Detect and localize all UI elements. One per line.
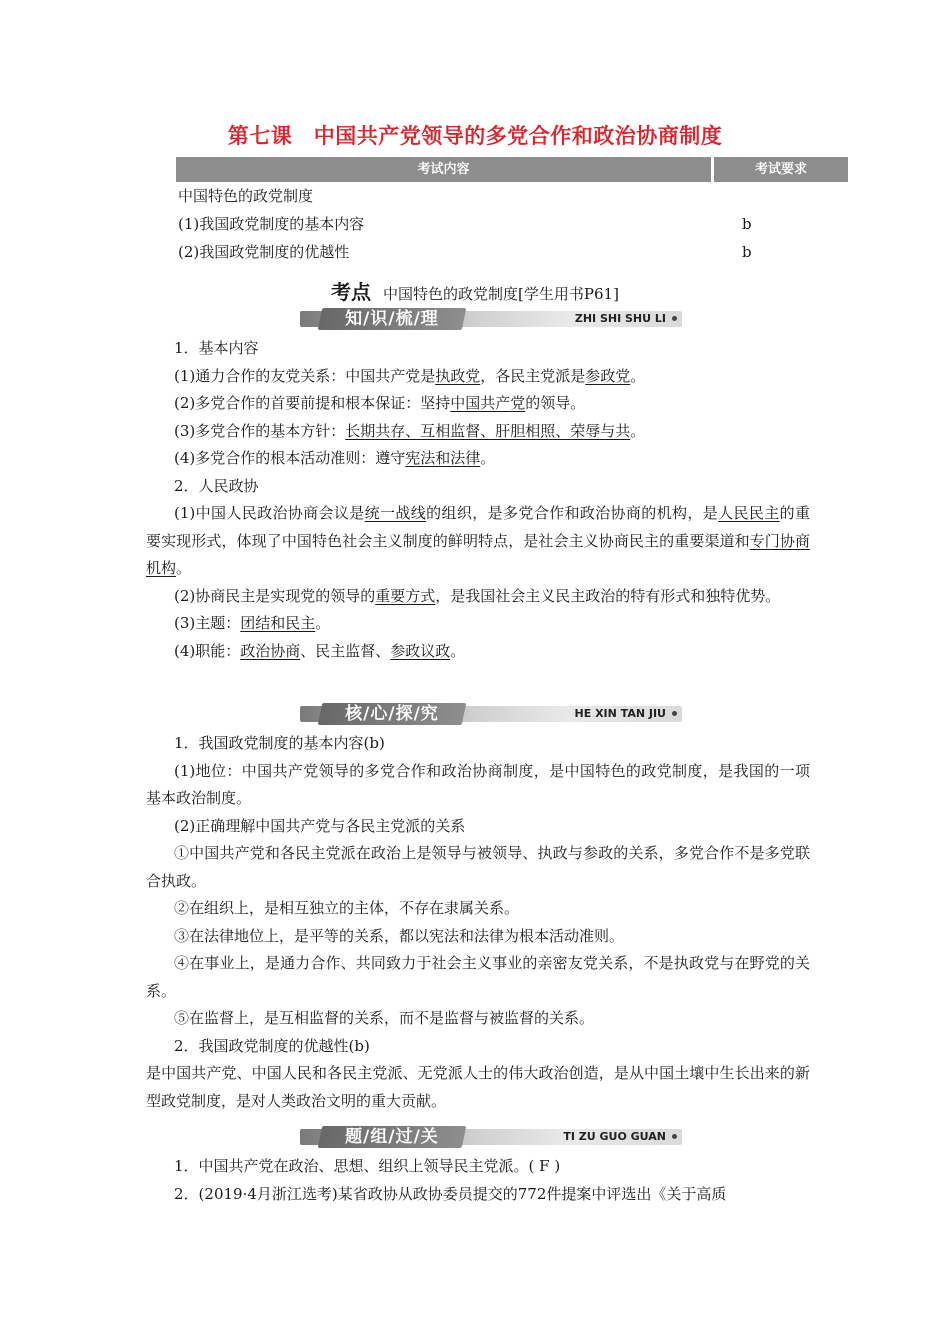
banner-title: 题/组/过/关 [345,1127,439,1147]
text: 的领导。 [525,394,586,412]
row-level: b [742,243,752,261]
table-row [176,238,848,266]
answer-blank: 政治协商 [240,641,301,660]
question-2: 2．(2019·4月浙江选考)某省政协从政协委员提交的772件提案中评选出《关于高质 [174,1184,727,1203]
kaodian-heading [0,276,950,305]
heading-superiority: 2．我国政党制度的优越性(b) [174,1036,370,1055]
answer-blank: 中国共产党 [450,394,526,412]
paragraph [146,418,810,446]
table-row [176,210,848,238]
text: (3)多党合作的基本方针： [174,421,346,440]
paragraph: ②在组织上，是相互独立的主体，不存在隶属关系。 [174,899,520,917]
row-level: b [742,215,752,233]
text: (3)主题： [174,614,241,632]
answer-blank: 统一战线 [364,504,427,522]
lesson-title: 第七课 中国共产党领导的多党合作和政治协商制度 [227,124,723,148]
core-inquiry-section [146,730,810,1115]
paragraph [146,583,810,611]
answer-blank: 宪法和法律 [405,449,481,467]
section-banner-hexin [300,703,682,725]
paragraph: ①中国共产党和各民主党派在政治上是领导与被领导、执政与参政的关系，多党合作不是多党联合执政。 [146,844,810,890]
heading-basic-content: 1．我国政党制度的基本内容(b) [174,734,385,752]
text: (1)通力合作的友党关系：中国共产党是 [174,366,436,385]
text: ，是我国社会主义民主政治的特有形式和独特优势。 [435,586,781,605]
paragraph [146,390,810,418]
paragraph [146,363,810,391]
text: ，各民主党派是 [480,366,586,385]
answer-blank: 参政党 [585,366,631,385]
paragraph [146,610,810,638]
heading-cppcc: 2．人民政协 [174,476,259,495]
answer-blank: 参政议政 [390,641,451,660]
bullet-dot-icon [672,1134,677,1139]
text: (4)多党合作的根本活动准则：遵守 [174,449,406,467]
banner-title: 知/识/梳/理 [345,309,439,329]
text: 。 [315,614,331,632]
banner-pinyin: HE XIN TAN JIU [574,707,666,720]
header-content: 考试内容 [176,157,711,182]
paragraph [146,445,810,473]
header-requirement: 考试要求 [714,157,848,182]
table-header [176,157,848,182]
answer-blank: 团结和民主 [240,614,316,632]
paragraph: ④在事业上，是通力合作、共同致力于社会主义事业的亲密友党关系，不是执政党与在野党的关系。 [146,954,810,1000]
section-banner-zhishi [300,308,682,330]
text: (4)职能： [174,641,241,660]
answer-blank: 重要方式 [375,586,436,605]
question-1: 1．中国共产党在政治、思想、组织上领导民主党派。( F ) [174,1157,561,1175]
text: 。 [480,449,496,467]
answer-blank: 执政党 [435,366,481,385]
paragraph [146,500,810,583]
row-topic: (1)我国政党制度的基本内容 [178,215,365,233]
paragraph: 是中国共产党、中国人民和各民主党派、无党派人士的伟大政治创造，是从中国土壤中生长出来的新型政党制度，是对人类政治文明的重大贡献。 [146,1064,810,1110]
answer-blank: 专门协商机构 [146,531,810,577]
paragraph: (2)正确理解中国共产党与各民主党派的关系 [174,816,466,835]
text: 的组织，是多党合作和政治协商的机构，是 [426,504,719,522]
row-topic: (2)我国政党制度的优越性 [178,243,350,261]
row-topic: 中国特色的政党制度 [178,187,314,205]
paragraph: ③在法律地位上，是平等的关系，都以宪法和法律为根本活动准则。 [174,926,625,945]
answer-blank: 人民民主 [718,504,780,522]
bullet-dot-icon [672,711,677,716]
kaodian-label: 考点 [331,280,372,304]
paragraph [146,638,810,666]
banner-title: 核/心/探/究 [345,704,439,724]
kaodian-text: 中国特色的政党制度[学生用书P61] [383,285,619,303]
section-banner-tizu [300,1126,682,1148]
heading-basic-content: 1．基本内容 [174,339,259,357]
text: (1)中国人民政治协商会议是 [174,504,365,522]
text: 、民主监督、 [300,641,391,660]
table-row [176,182,848,210]
banner-pinyin: TI ZU GUO GUAN [563,1130,666,1143]
exercise-section [146,1153,810,1208]
text: (2)协商民主是实现党的领导的 [174,586,376,605]
text: 。 [176,559,192,577]
knowledge-section [146,335,810,665]
bullet-dot-icon [672,316,677,321]
answer-blank: 长期共存、互相监督、肝胆相照、荣辱与共 [345,421,631,440]
text: (2)多党合作的首要前提和根本保证：坚持 [174,394,451,412]
banner-pinyin: ZHI SHI SHU LI [574,312,666,325]
text: 。 [630,366,646,385]
text: 。 [630,421,646,440]
paragraph: ⑤在监督上，是互相监督的关系，而不是监督与被监督的关系。 [174,1009,595,1027]
text: 。 [450,641,466,660]
exam-requirements-table [176,157,848,266]
paragraph: (1)地位：中国共产党领导的多党合作和政治协商制度，是中国特色的政党制度，是我国的一项基本政治制度。 [146,761,810,807]
text: 的重要实现形式，体现了中国特色社会主义制度的鲜明特点，是社会主义协商民主的重要渠道和 [146,504,810,550]
